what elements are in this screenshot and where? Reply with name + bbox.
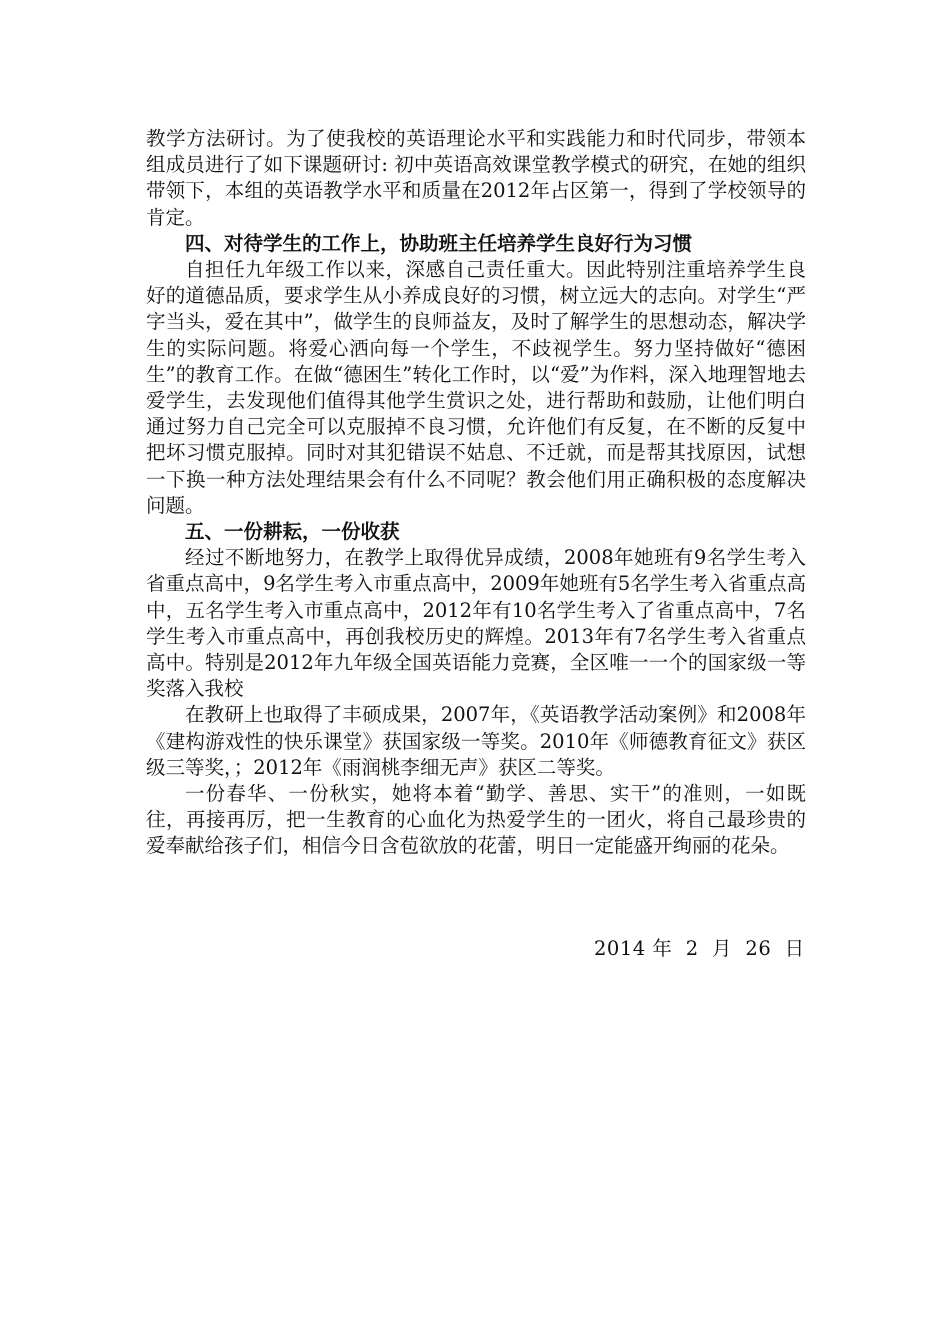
- paragraph-achievements: 经过不断地努力，在教学上取得优异成绩，2008年她班有9名学生考入省重点高中，9名学生考入市重点高中，2009年她班有5名学生考入省重点高中，五名学生考入市重点高中，2012年有10名学生考入了省重点高中，7名学生考入市重点高中，再创我校历史的辉煌。2013年有7名学生考入省重点高中。特别是2012年九年级全国英语能力竞赛，全区唯一一个的国家级一等奖落入我校: [146, 546, 806, 701]
- paragraph-research-awards: 在教研上也取得了丰硕成果，2007年，《英语教学活动案例》和2008年《建构游戏性的快乐课堂》获国家级一等奖。2010年《师德教育征文》获区级三等奖，；2012年《雨润桃李细无声》获区二等奖。: [146, 703, 806, 779]
- paragraph-students: 自担任九年级工作以来，深感自己责任重大。因此特别注重培养学生良好的道德品质，要求学生从小养成良好的习惯，树立远大的志向。对学生“严字当头，爱在其中”，做学生的良师益友，及时了解学生的思想动态，解决学生的实际问题。将爱心洒向每一个学生，不歧视学生。努力坚持做好“德困生”的教育工作。在做“德困生”转化工作时，以“爱”为作料，深入地理智地去爱学生，去发现他们值得其他学生赏识之处，进行帮助和鼓励，让他们明白通过努力自己完全可以克服掉不良习惯，允许他们有反复，在不断的反复中把坏习惯克服掉。同时对其犯错误不姑息、不迁就，而是帮其找原因，试想一下换一种方法处理结果会有什么不同呢？教会他们用正确积极的态度解决问题。: [146, 258, 806, 517]
- section-heading-4: 四、对待学生的工作上，协助班主任培养学生良好行为习惯: [185, 231, 693, 255]
- paragraph-research: 教学方法研讨。为了使我校的英语理论水平和实践能力和时代同步，带领本组成员进行了如下课题研讨: 初中英语高效课堂教学模式的研究，在她的组织带领下，本组的英语教学水平和质量在2012年占区第一，得到了学校领导的肯定。: [146, 127, 806, 229]
- paragraph-closing: 一份春华、一份秋实，她将本着“勤学、善思、实干”的准则，一如既往，再接再厉，把一生教育的心血化为热爱学生的一团火，将自己最珍贵的爱奉献给孩子们，相信今日含苞欲放的花蕾，明日一定能盛开绚丽的花朵。: [146, 782, 806, 858]
- document-date: 2014 年 2 月 26 日: [594, 937, 805, 960]
- section-heading-5: 五、一份耕耘，一份收获: [185, 520, 400, 544]
- document-body: [146, 126, 806, 860]
